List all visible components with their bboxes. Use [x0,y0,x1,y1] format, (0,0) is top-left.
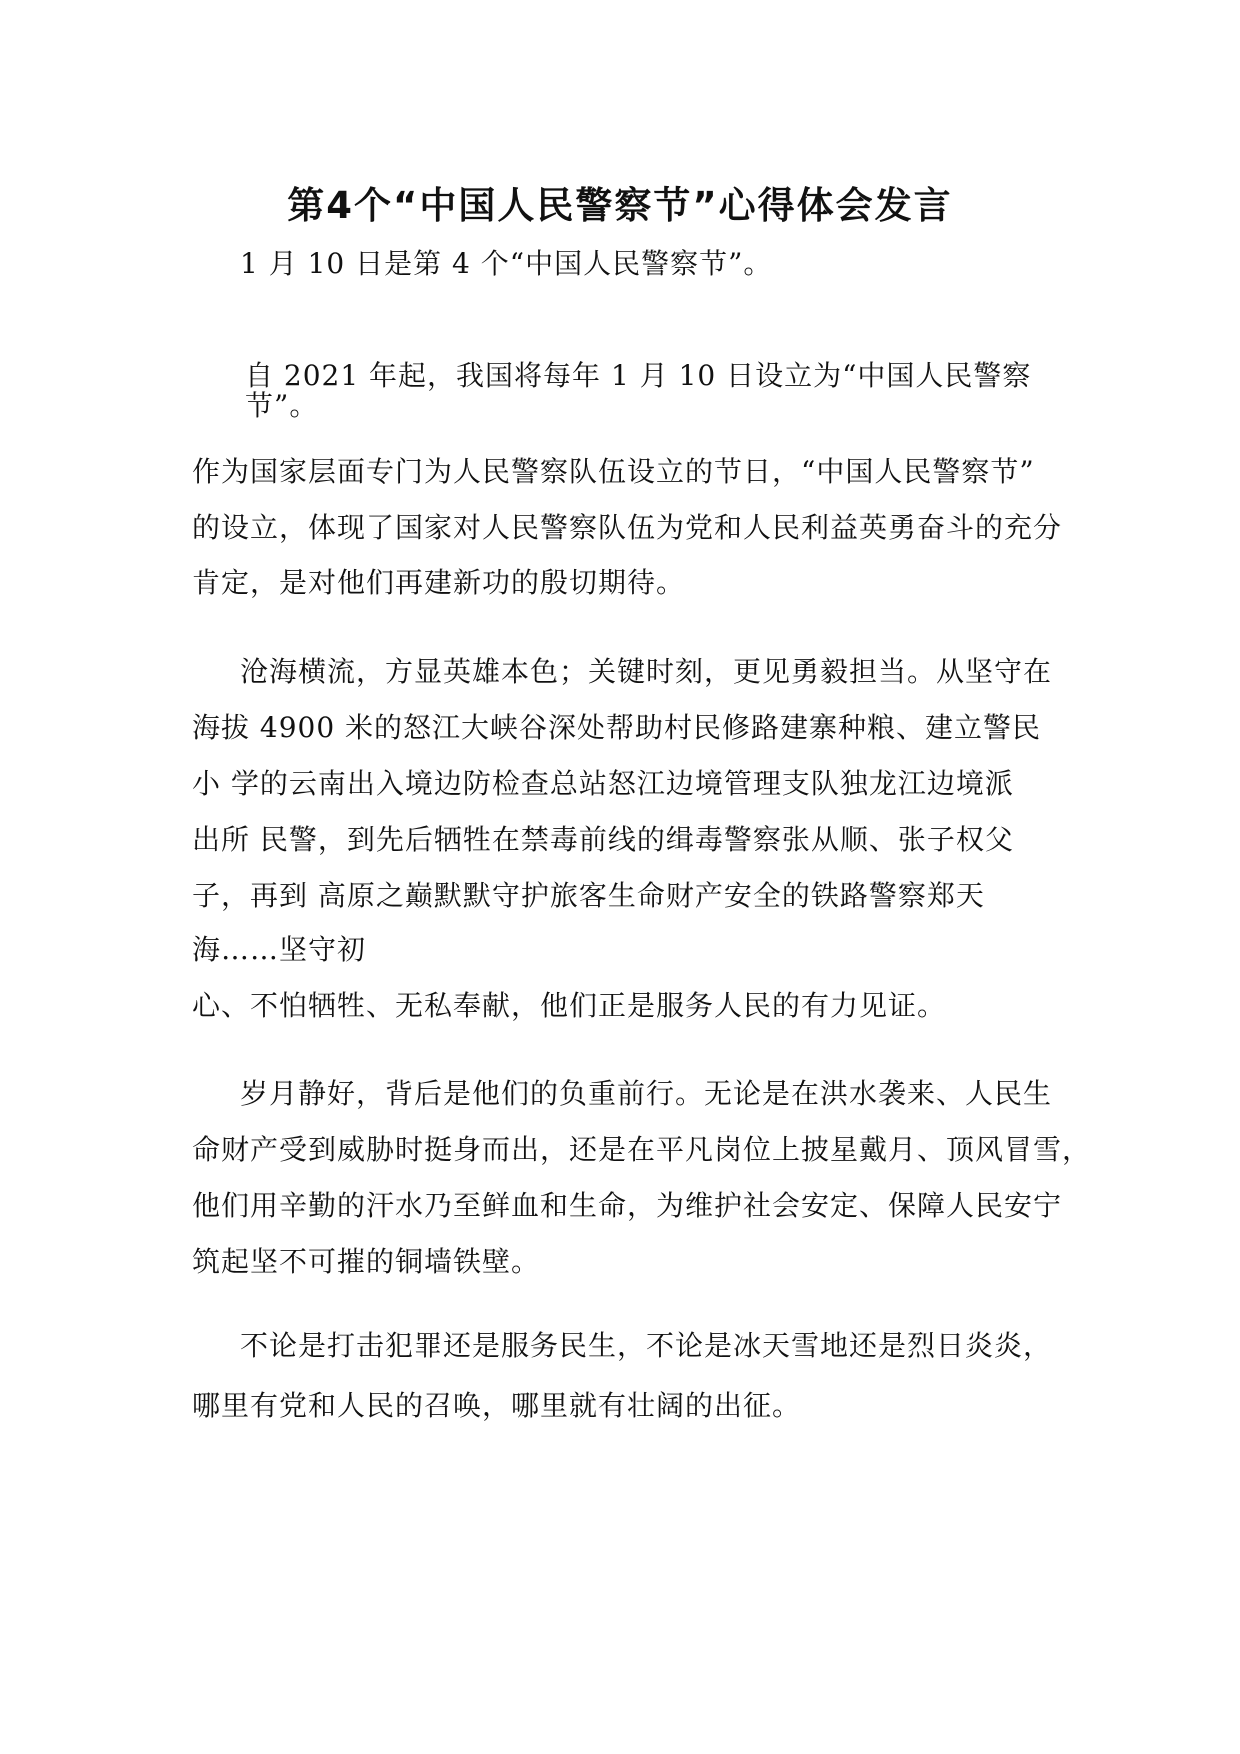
paragraph-line: 1 月 10 日是第 4 个“中国人民警察节”。 [240,247,773,280]
paragraph-line: 的设立，体现了国家对人民警察队伍为党和人民利益英勇奋斗的充分 [192,511,1063,544]
paragraph-line: 海……坚守初 [192,933,367,966]
paragraph-line: 自 2021 年起，我国将每年 1 月 10 日设立为“中国人民警察 [245,359,1032,392]
paragraph-line: 小 学的云南出入境边防检查总站怒江边境管理支队独龙江边境派 [192,767,1014,800]
paragraph-line: 作为国家层面专门为人民警察队伍设立的节日，“中国人民警察节” [192,455,1035,488]
paragraph-line: 他们用辛勤的汗水乃至鲜血和生命，为维护社会安定、保障人民安宁 [192,1189,1063,1222]
paragraph-line: 海拔 4900 米的怒江大峡谷深处帮助村民修路建寨种粮、建立警民 [192,711,1042,744]
paragraph-line: 命财产受到威胁时挺身而出，还是在平凡岗位上披星戴月、顶风冒雪， [192,1133,1092,1166]
paragraph-line: 岁月静好，背后是他们的负重前行。无论是在洪水袭来、人民生 [240,1077,1053,1110]
paragraph-line: 出所 民警，到先后牺牲在禁毒前线的缉毒警察张从顺、张子权父 [192,823,1014,856]
paragraph-line: 子，再到 高原之巅默默守护旅客生命财产安全的铁路警察郑天 [192,879,985,912]
paragraph-line: 哪里有党和人民的召唤，哪里就有壮阔的出征。 [192,1389,802,1422]
paragraph-line: 心、不怕牺牲、无私奉献，他们正是服务人民的有力见证。 [192,989,947,1022]
paragraph-line: 不论是打击犯罪还是服务民生，不论是冰天雪地还是烈日炎炎， [240,1329,1053,1362]
paragraph-line: 筑起坚不可摧的铜墙铁壁。 [192,1245,541,1278]
paragraph-line: 肯定，是对他们再建新功的殷切期待。 [192,566,686,599]
document-title: 第4个“中国人民警察节”心得体会发言 [287,184,953,227]
paragraph-line: 节”。 [245,389,319,422]
paragraph-line: 沧海横流，方显英雄本色；关键时刻，更见勇毅担当。从坚守在 [240,655,1053,688]
